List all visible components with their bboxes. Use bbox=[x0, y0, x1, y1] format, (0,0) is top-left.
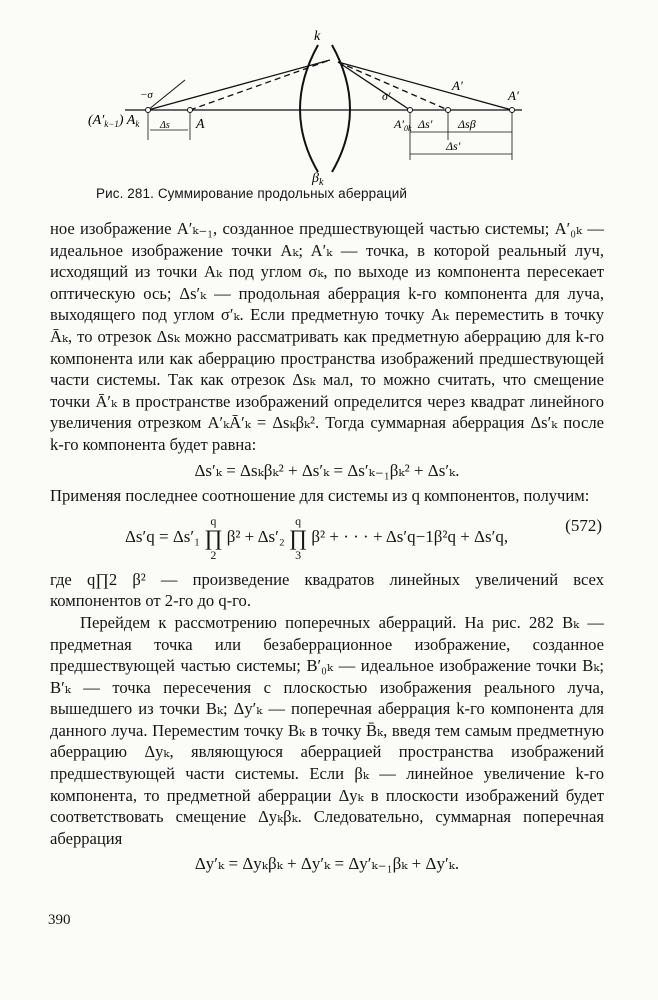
paragraph-2: Применяя последнее соотношение для системы из q компонентов, получим: bbox=[50, 486, 590, 506]
eq2-product-2: q ∏ 3 bbox=[289, 513, 308, 562]
label-delta-s-k-prime: Δs′ bbox=[418, 117, 433, 131]
point-Ak-prime-bar bbox=[510, 108, 515, 113]
paragraph-4: Перейдем к рассмотрению поперечных аберраций. На рис. 282 Bₖ — предметная точка или безаберрационное изображение, созданное предшествующей частью системы; B′₀ₖ — идеальное изображение точки Bₖ; B′ₖ — точка пересечения с плоскостью изображения реального луча, вышедшего из точки Bₖ; Δy′ₖ — поперечная аберрация k-го компонента для данного луча. Переместим точку Bₖ в точку B̄ₖ, введя тем самым предметную аберрацию Δyₖ, являющуюся аберрацией пространства изображений предшествующей части системы. Если βₖ — линейное увеличение k-го компонента, то предметной аберрации Δyₖ в плоскости изображений будет соответствовать смещение Δyₖβₖ. Следовательно, суммарная поперечная аберрация bbox=[50, 612, 604, 848]
paragraph-3: где q∏2 β² — произведение квадратов линейных увеличений всех компонентов от 2-го до q-го. bbox=[50, 569, 604, 611]
equation-3: Δy′ₖ = Δyₖβₖ + Δy′ₖ = Δy′ₖ₋₁βₖ + Δy′ₖ. bbox=[194, 854, 460, 874]
label-minus-sigma: −σ bbox=[140, 89, 153, 101]
label-Ak-bar: A bbox=[196, 117, 205, 132]
ray-to-Ak-prime bbox=[338, 62, 410, 110]
point-Ak-prime bbox=[446, 108, 451, 113]
point-A0k-prime bbox=[408, 108, 413, 113]
label-Ak-prime: A′ bbox=[452, 78, 463, 93]
eq2-mid-2: β² + · · · + Δs′q−1β²q + Δs′q, bbox=[311, 526, 509, 546]
point-Ak-bar bbox=[188, 108, 193, 113]
point-Ak bbox=[146, 108, 151, 113]
label-k: k bbox=[314, 29, 321, 44]
eq2-product-1: q ∏ 2 bbox=[204, 513, 223, 562]
label-beta-k: $\beta_k$ bbox=[312, 171, 324, 188]
equation-number: (572) bbox=[565, 515, 602, 535]
eq2-mid-1: β² + Δs′₂ bbox=[226, 526, 285, 546]
ray-dashed-right bbox=[338, 62, 448, 110]
label-delta-s-beta: Δsβ bbox=[458, 117, 476, 131]
eq2-left: Δs′q = Δs′₁ bbox=[125, 526, 201, 546]
label-A-k-1: $(A'_{k-1})$ $A_k$ bbox=[88, 113, 140, 129]
ray-from-Ak-bar bbox=[190, 60, 330, 110]
label-Ak-prime-bar: A′ bbox=[508, 88, 519, 103]
label-delta-s-bar: Δs′ bbox=[446, 139, 461, 153]
equation-1: Δs′ₖ = Δsₖβₖ² + Δs′ₖ = Δs′ₖ₋₁βₖ² + Δs′ₖ. bbox=[194, 460, 460, 480]
equation-572 bbox=[50, 515, 604, 561]
paragraph-1: ное изображение A′ₖ₋₁, созданное предшествующей частью системы; A′₀ₖ — идеальное изображение точки Aₖ; A′ₖ — точка, в которой реальный луч, исходящий из точки Aₖ под углом σₖ, по выходе из компонента пересекает оптическую ось; Δs′ₖ — продольная аберрация k-го компонента для луча, выходящего под углом σ′ₖ. Если предметную точку Aₖ переместить в точку Āₖ, то отрезок Δsₖ можно рассматривать как предметную аберрацию для k-го компонента или как аберрацию пространства изображений предшествующей части системы. Так как отрезок Δsₖ мал, то можно считать, что смещение точки Ā′ₖ в пространстве изображений определится через квадрат линейного увеличения отрезком A′ₖĀ′ₖ = Δsₖβₖ². Тогда суммарная аберрация Δs′ₖ после k-го компонента будет равна: bbox=[50, 219, 604, 454]
p3-product: q∏2 bbox=[86, 569, 118, 589]
label-A0k-prime: $A'_{0k}$ bbox=[394, 117, 412, 133]
page-number: 390 bbox=[48, 912, 71, 928]
figure-caption: Рис. 281. Суммирование продольных аберраций bbox=[96, 186, 407, 201]
body-text bbox=[50, 218, 604, 879]
ray-to-Ak-prime-bar bbox=[338, 62, 512, 110]
label-delta-s: Δs bbox=[160, 120, 170, 131]
label-sigma-k-prime: σ′ bbox=[382, 89, 391, 103]
